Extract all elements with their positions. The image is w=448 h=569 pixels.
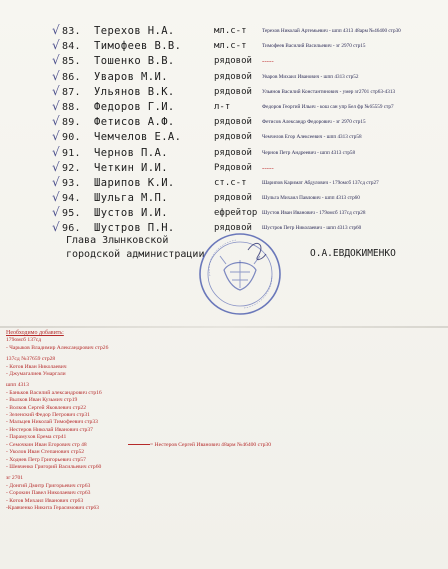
- note-line: - Уколов Иван Степанович стр52: [6, 449, 85, 456]
- note-line: - Зеленский Федор Петрович стр31: [6, 412, 90, 419]
- note-line: 179омсб 137сд: [6, 337, 42, 344]
- check-mark: √: [52, 159, 60, 174]
- roster-number: 93.: [62, 177, 81, 189]
- signature-title-line1: Глава Злынковской: [66, 235, 169, 246]
- handwritten-annotation: Федоров Георгий Ильич - кош сан упр Бел фр №65559 стр7: [262, 103, 394, 110]
- roster-row: [50, 130, 445, 145]
- handwritten-annotation: Шарипов Каримат Абдулович - 179омсб 137сд стр27: [262, 179, 379, 186]
- handwritten-annotation: Шустов Иван Иванович - 179омсб 137сд стр28: [262, 210, 366, 217]
- soldier-name: Четкин И.И.: [94, 161, 168, 174]
- note-line: зг 2701: [6, 475, 24, 482]
- handwritten-annotation: -----: [262, 163, 274, 172]
- note-line: - Донгий Дмитр Григорьевич стр63: [6, 482, 91, 489]
- soldier-rank: мл.с-т: [214, 41, 247, 52]
- note-line: шпп 4313: [6, 382, 29, 389]
- soldier-name: Чемчелов Е.А.: [94, 131, 182, 144]
- handwritten-annotation: Уваров Михаил Иванович - шпп 4313 стр52: [262, 73, 359, 80]
- soldier-roster: [50, 24, 445, 237]
- soldier-name: Шульга М.П.: [94, 192, 168, 205]
- soldier-name: Терехов Н.А.: [94, 25, 175, 37]
- roster-row: [50, 24, 445, 39]
- check-mark: √: [52, 144, 60, 159]
- note-line: - Чарыков Владимир Александрович стр26: [6, 344, 109, 351]
- handwritten-annotation: Чернов Петр Андреевич - шпп 4313 стр58: [262, 149, 356, 156]
- check-mark: √: [52, 174, 60, 189]
- roster-number: 84.: [62, 41, 81, 53]
- check-mark: √: [52, 220, 60, 235]
- check-mark: √: [52, 129, 60, 144]
- roster-row: [50, 146, 445, 161]
- soldier-name: Уваров М.И.: [94, 70, 168, 83]
- check-mark: √: [52, 205, 60, 220]
- side-note-arrow-icon: [128, 444, 150, 445]
- note-heading: Необходимо добавить:: [6, 330, 64, 336]
- check-mark: √: [52, 83, 60, 98]
- roster-row: [50, 70, 445, 85]
- soldier-name: Тимофеев В.В.: [94, 40, 182, 53]
- check-mark: √: [52, 114, 60, 129]
- handwritten-notes: [6, 330, 426, 512]
- roster-row: [50, 191, 445, 206]
- handwritten-annotation: -----: [262, 57, 274, 66]
- roster-number: 89.: [62, 117, 81, 129]
- check-mark: √: [52, 23, 60, 37]
- note-line: - Баньков Василий александрович стр16: [6, 389, 102, 396]
- roster-number: 94.: [62, 193, 81, 205]
- note-line: - Парамухов Ерема стр41: [6, 434, 67, 441]
- roster-number: 88.: [62, 101, 81, 113]
- note-line: - Семочкин Иван Егорович стр 48: [6, 441, 87, 448]
- note-line: - Нестеров Николай Иванович стр37: [6, 426, 93, 433]
- roster-number: 83.: [62, 26, 81, 37]
- roster-number: 96.: [62, 223, 81, 235]
- roster-row: [50, 206, 445, 221]
- roster-number: 85.: [62, 56, 81, 68]
- note-line: - Вылков Иван Кузьмич стр19: [6, 397, 78, 404]
- note-line: - Волков Сергей Яковлевич стр22: [6, 404, 86, 411]
- soldier-rank: рядовой: [214, 132, 252, 143]
- note-line: - Шевченко Григорий Васильевич стр60: [6, 463, 102, 470]
- note-line: - Котов Иван Николаевич: [6, 363, 67, 370]
- soldier-rank: рядовой: [214, 86, 252, 97]
- soldier-name: Фетисов А.Ф.: [94, 116, 175, 129]
- roster-row: [50, 176, 445, 191]
- signature-name: О.А.ЕВДОКИМЕНКО: [310, 248, 396, 259]
- soldier-rank: л-т: [214, 101, 231, 112]
- roster-row: [50, 161, 445, 176]
- soldier-name: Тошенко В.В.: [94, 55, 175, 68]
- signature-title-line2: городской администрации: [66, 249, 205, 260]
- handwritten-annotation: Терехов Николай Артемьевич - шпп 4313 48арм №46400 стр30: [262, 28, 401, 34]
- roster-row: [50, 85, 445, 100]
- handwritten-annotation: Тимофеев Василий Васильевич - зг 2970 стр15: [262, 43, 366, 50]
- check-mark: √: [52, 98, 60, 113]
- soldier-rank: рядовой: [214, 56, 252, 67]
- official-seal-stamp: [196, 230, 284, 318]
- signature-title: [66, 234, 204, 262]
- soldier-rank: рядовой: [214, 193, 252, 204]
- soldier-rank: Рядовой: [214, 162, 252, 173]
- roster-number: 91.: [62, 147, 81, 159]
- soldier-rank: ефрейтор: [214, 208, 258, 219]
- roster-row: [50, 54, 445, 69]
- note-line: - Ходнев Петр Григорьевич стр57: [6, 456, 86, 463]
- roster-number: 86.: [62, 71, 81, 83]
- soldier-rank: рядовой: [214, 117, 252, 128]
- soldier-name: Шарипов К.И.: [94, 176, 175, 189]
- soldier-rank: рядовой: [214, 147, 252, 158]
- page-fold-divider: [0, 326, 448, 328]
- note-line: - Котов Михаил Иванович стр63: [6, 497, 84, 504]
- note-line: 137сд №37659 стр28: [6, 356, 56, 363]
- note-line: - Мальцев Николай Тимофеевич стр33: [6, 419, 98, 426]
- soldier-rank: мл.с-т: [214, 26, 247, 36]
- note-line: - Джумагалиев Умаргали: [6, 371, 66, 378]
- soldier-name: Шустров П.Н.: [94, 222, 175, 235]
- check-mark: √: [52, 53, 60, 68]
- handwritten-annotation: Ульянов Василий Константинович - умер зг2701 стр63-4313: [262, 88, 396, 95]
- roster-number: 90.: [62, 132, 81, 144]
- soldier-name: Федоров Г.И.: [94, 100, 175, 113]
- roster-row: [50, 100, 445, 115]
- handwritten-annotation: Чемчелов Егор Алексеевич - шпп 4313 стр58: [262, 134, 362, 141]
- roster-row: [50, 115, 445, 130]
- roster-number: 95.: [62, 208, 81, 220]
- check-mark: √: [52, 38, 60, 53]
- roster-number: 87.: [62, 86, 81, 98]
- note-line: - Сорокин Павел Николаевич стр63: [6, 490, 91, 497]
- soldier-rank: рядовой: [214, 223, 252, 234]
- soldier-name: Ульянов В.К.: [94, 85, 175, 98]
- roster-row: [50, 39, 445, 54]
- soldier-rank: рядовой: [214, 71, 252, 82]
- soldier-name: Чернов П.А.: [94, 146, 168, 159]
- handwritten-annotation: Шустров Петр Николаевич - шпп 4313 стр60: [262, 225, 362, 232]
- roster-number: 92.: [62, 162, 81, 174]
- handwritten-annotation: Шульга Михаил Павлович - шпп 4313 стр60: [262, 195, 360, 202]
- check-mark: √: [52, 68, 60, 83]
- check-mark: √: [52, 190, 60, 205]
- note-line: -Кравченко Никита Герасимович стр63: [6, 504, 99, 511]
- soldier-rank: ст.с-т: [214, 177, 247, 188]
- soldier-name: Шустов И.И.: [94, 207, 168, 220]
- handwritten-annotation: Фетисов Александр Федорович - зг 2970 стр15: [262, 119, 366, 126]
- handwritten-side-note: = Нестеров Сергей Иванович 48арм №46400 стр30: [150, 442, 271, 448]
